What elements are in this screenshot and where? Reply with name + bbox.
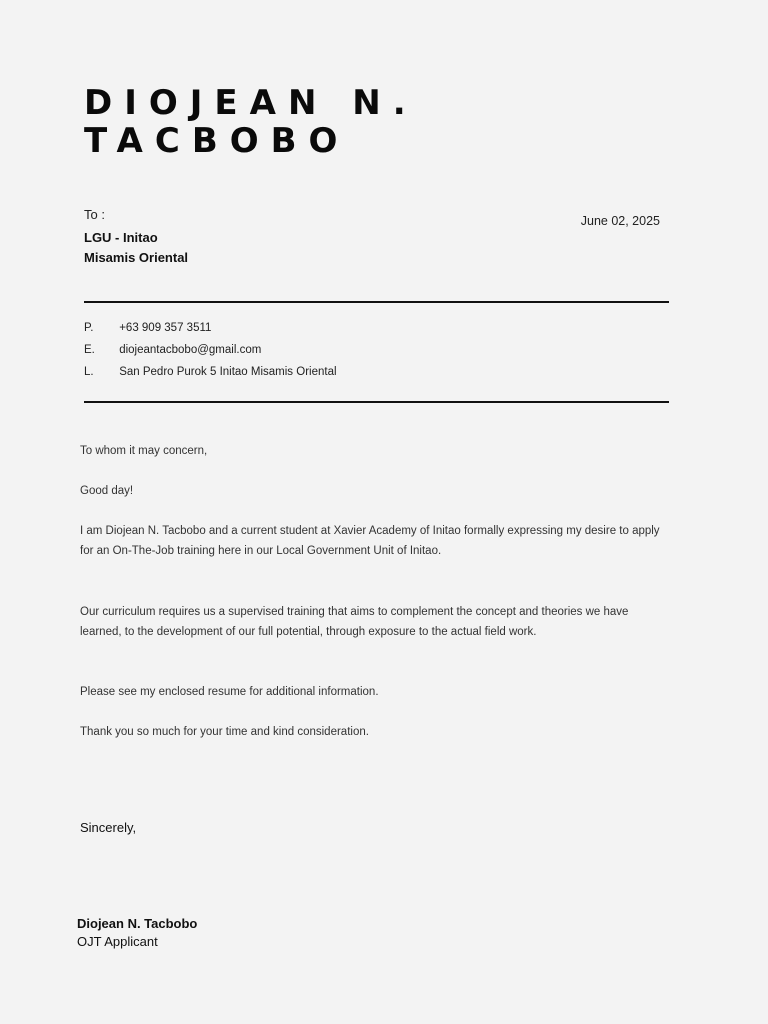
paragraph-curriculum: Our curriculum requires us a supervised training that aims to complement the concept and theories we have learned, to the development of our full potential, through exposure to the actual field work. xyxy=(80,606,629,638)
signature-role: OJT Applicant xyxy=(77,934,158,949)
contact-email-row xyxy=(84,344,261,356)
applicant-name-heading xyxy=(84,84,418,160)
paragraph-intro: I am Diojean N. Tacbobo and a current student at Xavier Academy of Initao formally expressing my desire to apply for an On-The-Job training here in our Local Government Unit of Initao. xyxy=(80,525,660,557)
name-line-last: TACBOBO xyxy=(84,121,350,161)
salutation: To whom it may concern, xyxy=(80,445,208,457)
divider-bottom xyxy=(84,401,669,403)
name-line-first: DIOJEAN N. xyxy=(84,83,418,123)
greeting-good-day: Good day! xyxy=(80,485,134,497)
phone-value: +63 909 357 3511 xyxy=(119,322,212,334)
recipient-province: Misamis Oriental xyxy=(84,250,189,265)
recipient-organization: LGU - Initao xyxy=(84,230,158,245)
divider-top xyxy=(84,301,669,303)
paragraph-thanks: Thank you so much for your time and kind consideration. xyxy=(80,726,369,738)
phone-key: P. xyxy=(84,322,94,334)
to-label: To : xyxy=(84,207,105,222)
signature-name: Diojean N. Tacbobo xyxy=(77,916,198,931)
letter-date: June 02, 2025 xyxy=(580,214,660,228)
location-key: L. xyxy=(84,366,94,378)
contact-phone-row xyxy=(84,322,211,334)
closing-sincerely: Sincerely, xyxy=(80,820,137,835)
contact-location-row xyxy=(84,366,337,378)
email-value: diojeantacbobo@gmail.com xyxy=(119,344,262,356)
paragraph-resume: Please see my enclosed resume for additional information. xyxy=(80,686,379,698)
email-key: E. xyxy=(84,344,95,356)
location-value: San Pedro Purok 5 Initao Misamis Oriental xyxy=(119,366,337,378)
